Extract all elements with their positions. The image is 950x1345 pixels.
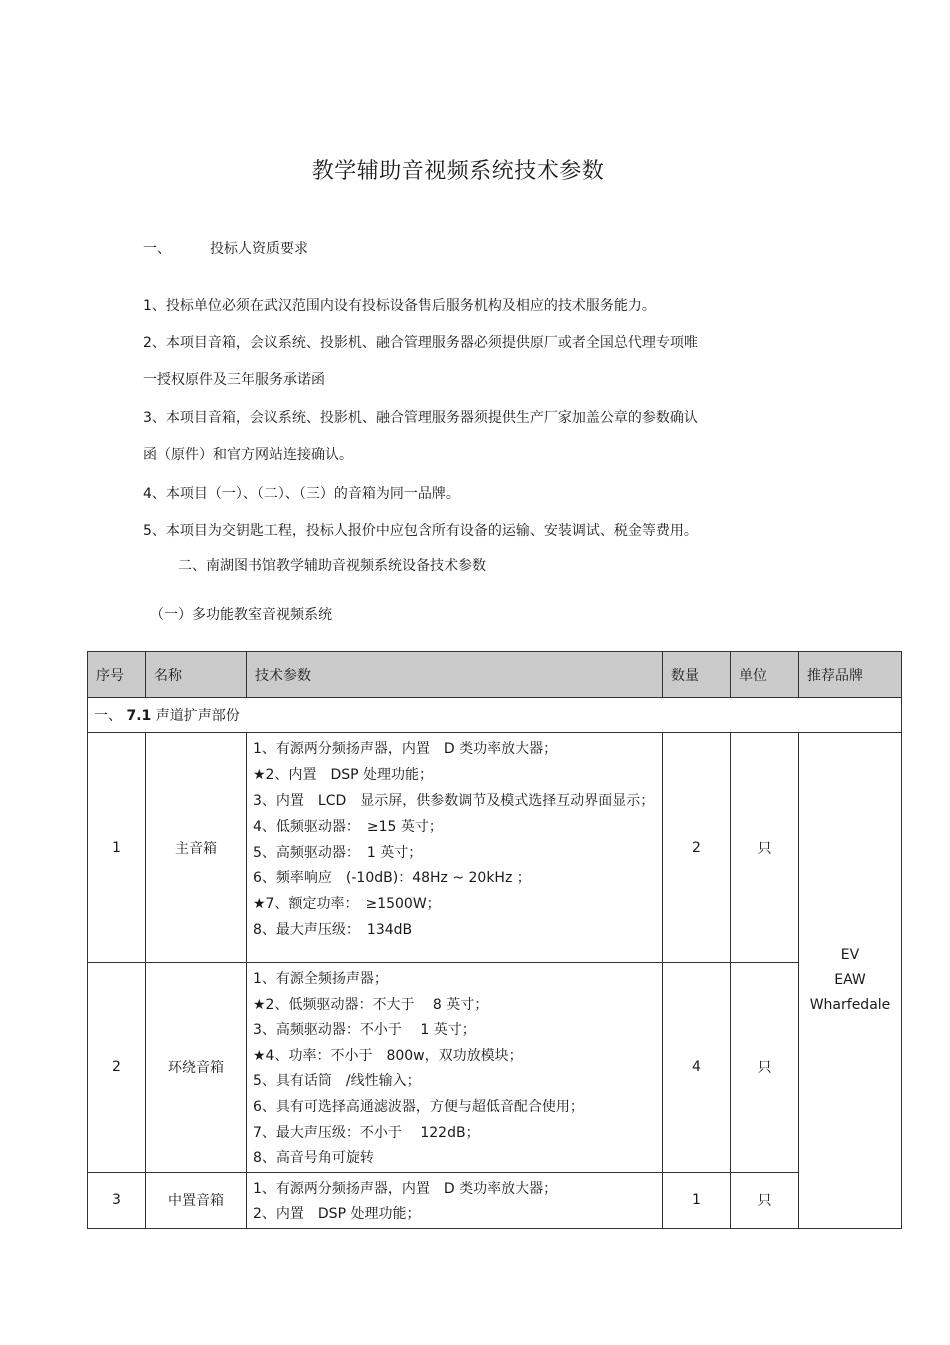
header-params: 技术参数 bbox=[247, 652, 663, 698]
brand-name: Wharfedale bbox=[809, 996, 891, 1013]
param-line: ★4、功率：不小于 800w，双功放模块； bbox=[253, 1047, 523, 1064]
param-line: 3、高频驱动器：不小于 1 英寸； bbox=[253, 1022, 476, 1039]
page-title: 教学辅助音视频系统技术参数 bbox=[311, 159, 605, 184]
param-line: 5、具有话筒 /线性输入； bbox=[253, 1073, 421, 1090]
requirement-3-cont: 函（原件）和官方网站连接确认。 bbox=[143, 447, 353, 463]
table-row bbox=[88, 733, 902, 963]
row-name: 主音箱 bbox=[146, 733, 247, 963]
table-row bbox=[88, 963, 902, 1173]
param-line: 6、具有可选择高通滤波器，方便与超低音配合使用； bbox=[253, 1098, 584, 1115]
row-no: 1 bbox=[88, 733, 146, 963]
param-line: 8、最大声压级： 134dB bbox=[253, 921, 413, 938]
row-unit: 只 bbox=[731, 733, 799, 963]
param-line: ★2、内置 DSP 处理功能； bbox=[253, 766, 434, 783]
brand-name: EAW bbox=[834, 971, 866, 988]
param-line: 2、内置 DSP 处理功能； bbox=[253, 1206, 421, 1223]
table-header-row bbox=[88, 652, 902, 698]
row-unit: 只 bbox=[731, 963, 799, 1173]
header-no: 序号 bbox=[88, 652, 146, 698]
row-unit: 只 bbox=[731, 1172, 799, 1228]
subsection-heading: （一）多功能教室音视频系统 bbox=[150, 607, 332, 623]
row-params bbox=[247, 963, 663, 1173]
requirement-3: 3、本项目音箱，会议系统、投影机、融合管理服务器须提供生产厂家加盖公章的参数确认 bbox=[143, 410, 698, 426]
param-line: 1、有源全频扬声器； bbox=[253, 971, 388, 987]
param-line: ★2、低频驱动器：不大于 8 英寸； bbox=[253, 996, 489, 1013]
spec-table bbox=[87, 651, 902, 1229]
group-rest: 声道扩声部份 bbox=[155, 708, 240, 724]
brand-cell bbox=[799, 733, 902, 1229]
row-qty: 4 bbox=[663, 963, 731, 1173]
param-line: 6、频率响应 (-10dB)：48Hz ~ 20kHz ； bbox=[253, 870, 531, 887]
row-no: 2 bbox=[88, 963, 146, 1173]
param-line: 3、内置 LCD 显示屏，供参数调节及模式选择互动界面显示； bbox=[253, 793, 655, 810]
table-row bbox=[88, 1172, 902, 1228]
row-name: 中置音箱 bbox=[146, 1172, 247, 1228]
row-qty: 2 bbox=[663, 733, 731, 963]
group-bold: 7.1 bbox=[126, 708, 152, 724]
param-line: 4、低频驱动器： ≥15 英寸； bbox=[253, 819, 443, 836]
param-line: 7、最大声压级：不小于 122dB； bbox=[253, 1124, 480, 1141]
row-qty: 1 bbox=[663, 1172, 731, 1228]
header-brand: 推荐品牌 bbox=[799, 652, 902, 698]
group-prefix: 一、 bbox=[94, 708, 122, 724]
header-unit: 单位 bbox=[731, 652, 799, 698]
requirement-2: 2、本项目音箱，会议系统、投影机、融合管理服务器必须提供原厂或者全国总代理专项唯 bbox=[143, 335, 698, 351]
header-name: 名称 bbox=[146, 652, 247, 698]
brand-name: EV bbox=[840, 946, 860, 963]
row-name: 环绕音箱 bbox=[146, 963, 247, 1173]
param-line: ★7、额定功率： ≥1500W； bbox=[253, 895, 441, 912]
param-line: 1、有源两分频扬声器，内置 D 类功率放大器； bbox=[253, 1180, 558, 1197]
row-params bbox=[247, 733, 663, 963]
requirement-1: 1、投标单位必须在武汉范围内设有投标设备售后服务机构及相应的技术服务能力。 bbox=[143, 298, 656, 314]
param-line: 8、高音号角可旋转 bbox=[253, 1150, 374, 1167]
row-params bbox=[247, 1172, 663, 1228]
requirement-2-cont: 一授权原件及三年服务承诺函 bbox=[143, 372, 325, 388]
section-1-heading: 投标人资质要求 bbox=[210, 241, 308, 257]
param-line: 5、高频驱动器： 1 英寸； bbox=[253, 844, 423, 861]
header-qty: 数量 bbox=[663, 652, 731, 698]
section-1-number: 一、 bbox=[143, 241, 171, 257]
group-title bbox=[88, 698, 902, 733]
requirement-5: 5、本项目为交钥匙工程，投标人报价中应包含所有设备的运输、安装调试、税金等费用。 bbox=[143, 523, 698, 539]
requirement-4: 4、本项目（一）、（二）、（三）的音箱为同一品牌。 bbox=[143, 486, 460, 502]
group-row bbox=[88, 698, 902, 733]
row-no: 3 bbox=[88, 1172, 146, 1228]
param-line: 1、有源两分频扬声器，内置 D 类功率放大器； bbox=[253, 741, 558, 757]
section-2-heading: 二、南湖图书馆教学辅助音视频系统设备技术参数 bbox=[178, 558, 486, 574]
